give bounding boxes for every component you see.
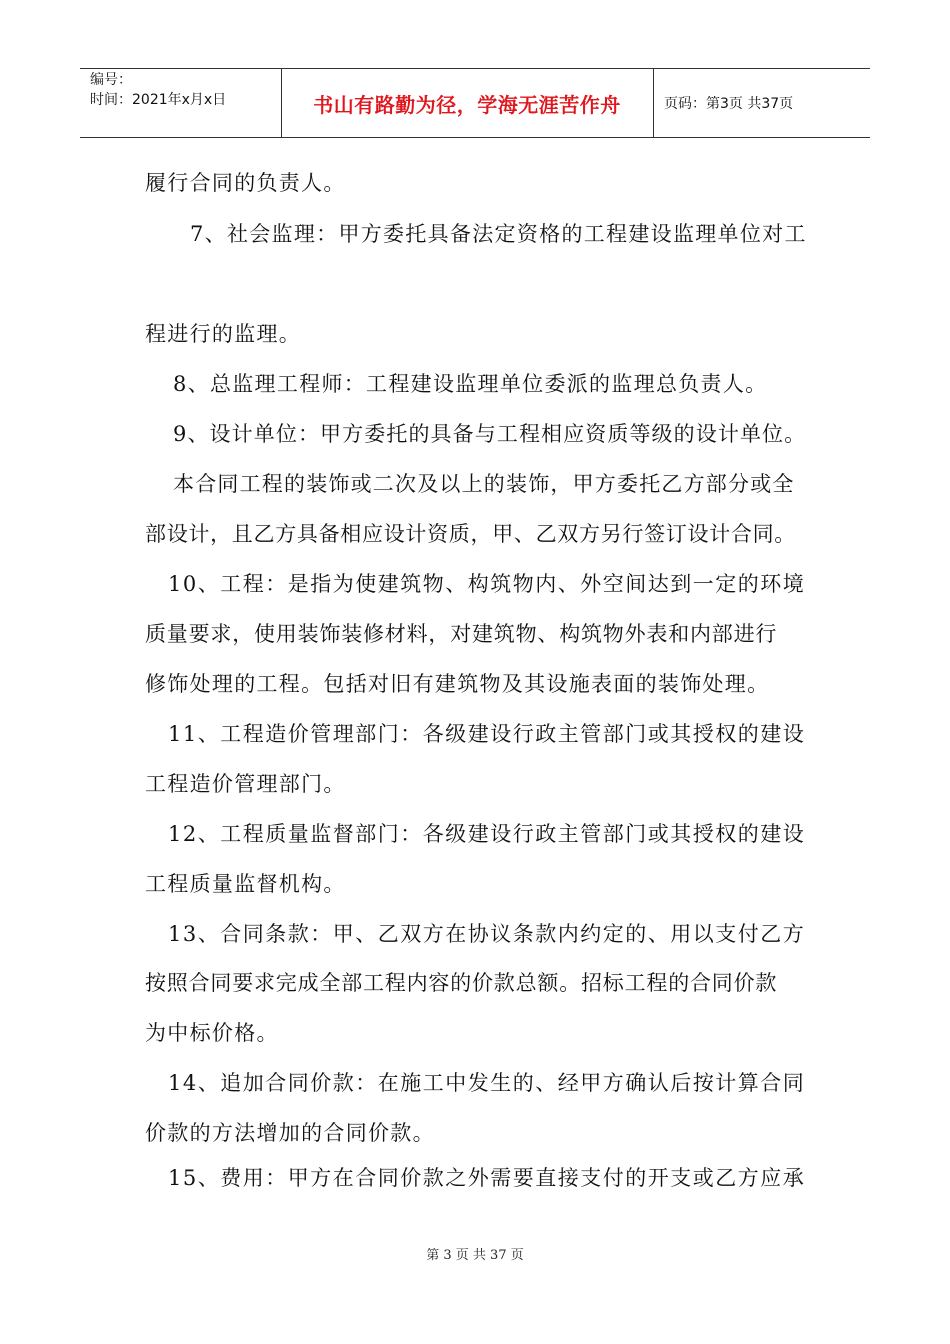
body-line: 为中标价格。 (145, 1021, 279, 1045)
body-line: 价款的方法增加的合同价款。 (145, 1121, 435, 1145)
body-line: 11、工程造价管理部门：各级建设行政主管部门或其授权的建设 (168, 722, 806, 746)
body-line: 工程造价管理部门。 (145, 772, 346, 796)
body-line: 按照合同要求完成全部工程内容的价款总额。招标工程的合同价款 (145, 971, 778, 995)
body-line: 12、工程质量监督部门：各级建设行政主管部门或其授权的建设 (168, 822, 806, 846)
body-line: 7、社会监理：甲方委托具备法定资格的工程建设监理单位对工 (190, 222, 807, 246)
body-line: 15、费用：甲方在合同价款之外需要直接支付的开支或乙方应承 (168, 1166, 806, 1190)
body-line: 工程质量监督机构。 (145, 872, 346, 896)
number-label: 编号： (90, 72, 132, 88)
body-line: 13、合同条款：甲、乙双方在协议条款内约定的、用以支付乙方 (168, 922, 806, 946)
body-line: 履行合同的负责人。 (145, 171, 346, 195)
body-line: 9、设计单位：甲方委托的具备与工程相应资质等级的设计单位。 (173, 422, 807, 446)
body-line: 8、总监理工程师：工程建设监理单位委派的监理总负责人。 (173, 372, 768, 396)
time-label: 时间：2021年x月x日 (90, 92, 227, 108)
body-line: 10、工程：是指为使建筑物、构筑物内、外空间达到一定的环境 (168, 572, 806, 596)
header-page-info: 页码：第3页 共37页 (664, 96, 794, 112)
header-motto: 书山有路勤为径，学海无涯苦作舟 (313, 92, 621, 117)
body-line: 部设计，且乙方具备相应设计资质，甲、乙双方另行签订设计合同。 (145, 522, 796, 546)
body-line: 程进行的监理。 (145, 322, 302, 346)
document-header (80, 68, 870, 138)
body-line: 质量要求，使用装饰装修材料，对建筑物、构筑物外表和内部进行 (145, 622, 778, 646)
body-line: 本合同工程的装饰或二次及以上的装饰，甲方委托乙方部分或全 (173, 472, 795, 496)
body-line: 14、追加合同价款：在施工中发生的、经甲方确认后按计算合同 (168, 1071, 806, 1095)
header-divider (653, 69, 654, 137)
header-meta-cell (80, 69, 281, 137)
body-line: 修饰处理的工程。包括对旧有建筑物及其设施表面的装饰处理。 (145, 672, 770, 696)
page-footer: 第 3 页 共 37 页 (426, 1248, 524, 1263)
